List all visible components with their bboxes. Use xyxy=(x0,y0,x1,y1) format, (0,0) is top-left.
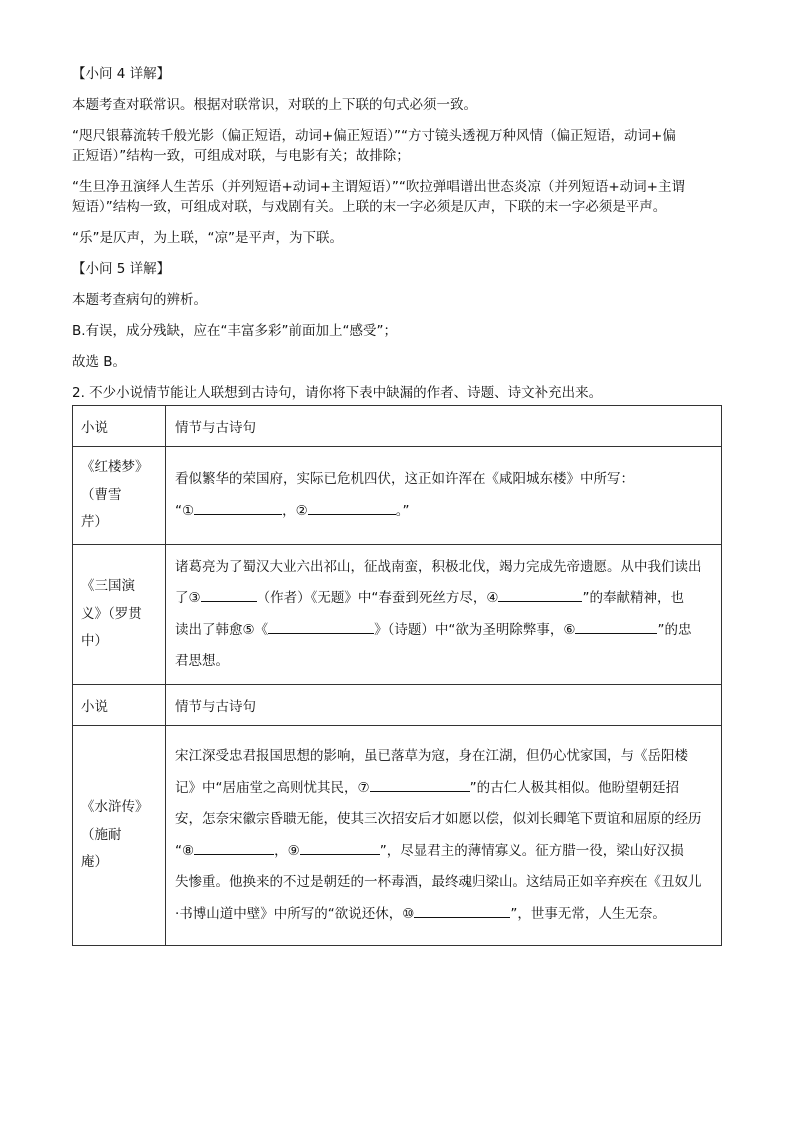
blank-10[interactable] xyxy=(414,903,510,918)
paragraph: “生旦净丑演绎人生苦乐（并列短语+动词+主谓短语）”“吹拉弹唱谱出世态炎凉（并列短语+动词+主谓 xyxy=(72,179,685,195)
plot-cell: 诸葛亮为了蜀汉大业六出祁山，征战南蛮，积极北伐，竭力完成先帝遗愿。从中我们读出 了③ （作者）《无题》中“春蚕到死丝方尽，④ ”的奉献精神，也 读出了韩愈⑤《 》（诗题）中“欲为圣明除弊事，⑥ ”的忠 君思想。 xyxy=(166,545,722,685)
paragraph: 故选 B。 xyxy=(72,354,127,370)
document-page xyxy=(72,60,722,946)
blank-4[interactable] xyxy=(498,587,582,602)
heading-q4: 【小问 4 详解】 xyxy=(72,66,171,82)
blank-5[interactable] xyxy=(268,619,374,634)
paragraph: “咫尺银幕流转千般光影（偏正短语，动词+偏正短语）”“方寸镜头透视万种风情（偏正短语，动词+偏 xyxy=(72,128,676,144)
blank-9[interactable] xyxy=(300,840,380,855)
paragraph: 短语）”结构一致，可组成对联，与戏剧有关。上联的末一字必须是仄声，下联的末一字必须是平声。 xyxy=(72,199,667,215)
blank-6[interactable] xyxy=(575,619,657,634)
novel-cell: 《三国演 义》（罗贯 中） xyxy=(73,545,166,685)
novel-cell: 《水浒传》 （施耐 庵） xyxy=(73,726,166,946)
plot-cell: 宋江深受忠君报国思想的影响，虽已落草为寇，身在江湖，但仍心忧家国，与《岳阳楼 记》中“居庙堂之高则忧其民，⑦ ”的古仁人极其相似。他盼望朝廷招 安，怎奈宋徽宗昏聩无能，使其三次招安后才如愿以偿，似刘长卿笔下贾谊和屈原的经历 “⑧ ，⑨ ”，尽显君主的薄情寡义。征方腊一役，梁山好汉损 失惨重。他换来的不过是朝廷的一杯毒酒，最终魂归梁山。这结局正如辛弃疾在《丑奴儿 ·书博山道中壁》中所写的“欲说还休，⑩ ”，世事无常，人生无奈。 xyxy=(166,726,722,946)
poem-table xyxy=(72,405,722,946)
table-header: 小说 xyxy=(73,406,166,447)
blank-8[interactable] xyxy=(194,840,274,855)
blank-7[interactable] xyxy=(370,777,470,792)
heading-q5: 【小问 5 详解】 xyxy=(72,261,171,277)
table-header: 小说 xyxy=(73,685,166,726)
paragraph: 本题考查对联常识。根据对联常识，对联的上下联的句式必须一致。 xyxy=(72,97,477,113)
paragraph: 本题考查病句的辨析。 xyxy=(72,292,207,308)
novel-cell: 《红楼梦》 （曹雪 芹） xyxy=(73,447,166,545)
paragraph: 正短语）”结构一致，可组成对联，与电影有关；故排除； xyxy=(72,148,410,164)
blank-2[interactable] xyxy=(308,500,396,515)
paragraph: B.有误，成分残缺，应在“丰富多彩”前面加上“感受”； xyxy=(72,323,398,339)
table-header: 情节与古诗句 xyxy=(166,685,722,726)
question-2: 2. 不少小说情节能让人联想到古诗句，请你将下表中缺漏的作者、诗题、诗文补充出来。 xyxy=(72,385,603,401)
plot-cell: 看似繁华的荣国府，实际已危机四伏，这正如许浑在《咸阳城东楼》中所写： “① ，② 。” xyxy=(166,447,722,545)
blank-1[interactable] xyxy=(194,500,282,515)
blank-3[interactable] xyxy=(201,587,257,602)
table-header: 情节与古诗句 xyxy=(166,406,722,447)
paragraph: “乐”是仄声，为上联，“凉”是平声，为下联。 xyxy=(72,230,343,246)
